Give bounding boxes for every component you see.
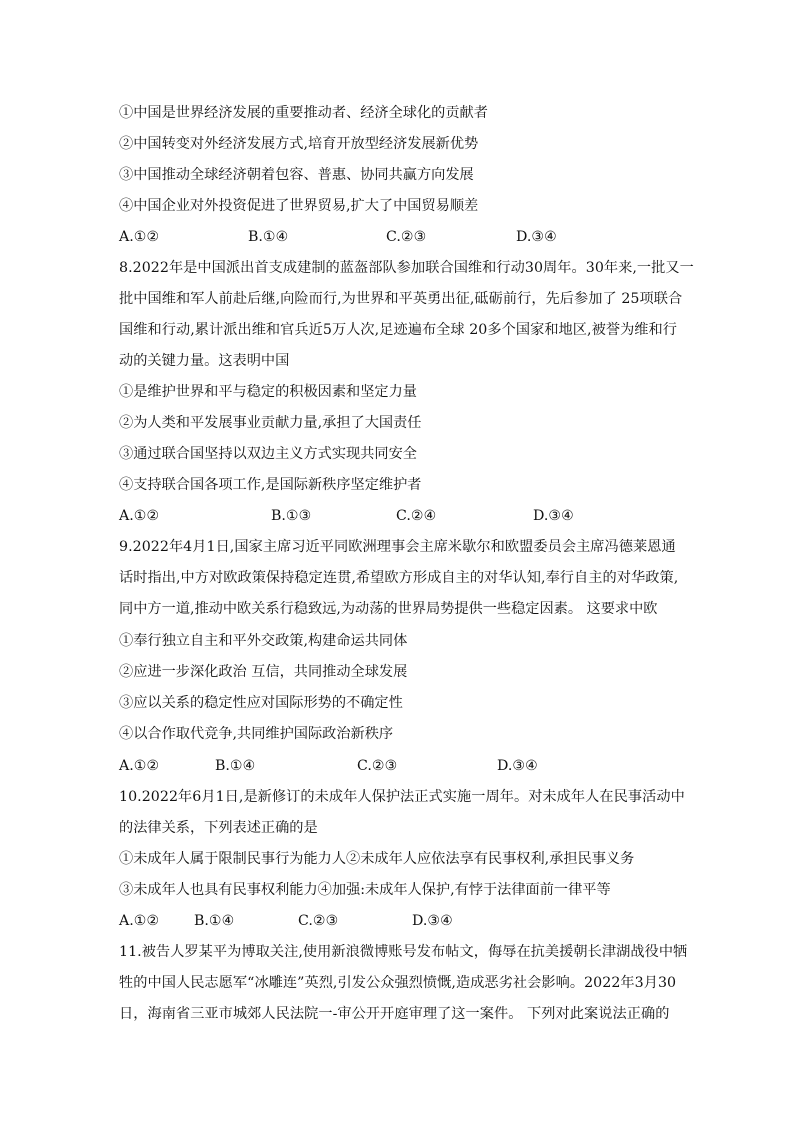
q7-option-c: C.②③ bbox=[386, 229, 427, 245]
q10-item-2: ③未成年人也具有民事权利能力④加强:未成年人保护,有悖于法律面前一律平等 bbox=[119, 882, 611, 898]
q7-item-1: ①中国是世界经济发展的重要推动者、经济全球化的贡献者 bbox=[119, 105, 488, 121]
q9-options bbox=[119, 756, 679, 776]
q9-stem-line-1: 9.2022年4月1日,国家主席习近平同欧洲理事会主席米歇尔和欧盟委员会主席冯德莱恩通 bbox=[119, 539, 676, 555]
q10-stem-line-1: 10.2022年6月1日,是新修订的未成年人保护法正式实施一周年。对未成年人在民事活动中 bbox=[119, 789, 685, 805]
q9-item-4: ④以合作取代竞争,共同维护国际政治新秩序 bbox=[119, 726, 394, 742]
q8-stem-line-1: 8.2022年是中国派出首支成建制的蓝盔部队参加联合国维和行动30周年。30年来,一批又一 bbox=[119, 260, 694, 276]
q9-stem-line-2: 话时指出,中方对欧政策保持稳定连贯,希望欧方形成自主的对华认知,奉行自主的对华政策, bbox=[119, 570, 679, 586]
q11-stem-line-2: 牲的中国人民志愿军“冰雕连”英烈,引发公众强烈愤慨,造成恶劣社会影响。2022年3月30 bbox=[119, 975, 677, 991]
q8-item-1: ①是维护世界和平与稳定的积极因素和坚定力量 bbox=[119, 384, 417, 400]
q8-options bbox=[119, 506, 679, 526]
q7-option-b: B.①④ bbox=[248, 229, 289, 245]
q9-option-c: C.②③ bbox=[357, 758, 398, 774]
q10-stem-line-2: 的法律关系，下列表述正确的是 bbox=[119, 820, 318, 836]
q8-item-4: ④支持联合国各项工作,是国际新秩序坚定维护者 bbox=[119, 477, 422, 493]
q7-options bbox=[119, 227, 679, 247]
q9-item-3: ③应以关系的稳定性应对国际形势的不确定性 bbox=[119, 695, 403, 711]
q7-item-2: ②中国转变对外经济发展方式,培育开放型经济发展新优势 bbox=[119, 136, 479, 152]
q8-option-a: A.①② bbox=[119, 508, 160, 524]
q11-stem-line-1: 11.被告人罗某平为博取关注,使用新浪微博账号发布帖文，侮辱在抗美援朝长津湖战役中牺 bbox=[119, 944, 688, 960]
q8-option-c: C.②④ bbox=[396, 508, 437, 524]
q9-option-b: B.①④ bbox=[215, 758, 256, 774]
q10-option-b: B.①④ bbox=[194, 913, 235, 929]
q8-stem-line-3: 国维和行动,累计派出维和官兵近5万人次,足迹遍布全球 20多个国家和地区,被誉为维和行 bbox=[119, 322, 678, 338]
q8-item-2: ②为人类和平发展事业贡献力量,承担了大国责任 bbox=[119, 415, 422, 431]
q7-option-a: A.①② bbox=[119, 229, 160, 245]
q10-option-a: A.①② bbox=[119, 913, 160, 929]
q8-stem-line-2: 批中国维和军人前赴后继,向险而行,为世界和平英勇出征,砥砺前行，先后参加了 25项联合 bbox=[119, 291, 683, 307]
q9-item-2: ②应进一步深化政治 互信，共同推动全球发展 bbox=[119, 664, 408, 680]
q8-item-3: ③通过联合国坚持以双边主义方式实现共同安全 bbox=[119, 446, 417, 462]
q8-stem-line-4: 动的关键力量。这表明中国 bbox=[119, 353, 290, 369]
q10-item-1: ①未成年人属于限制民事行为能力人②未成年人应依法享有民事权利,承担民事义务 bbox=[119, 851, 635, 867]
q9-option-d: D.③④ bbox=[497, 758, 538, 774]
q7-item-4: ④中国企业对外投资促进了世界贸易,扩大了中国贸易顺差 bbox=[119, 198, 479, 214]
q9-stem-line-3: 同中方一道,推动中欧关系行稳致远,为动荡的世界局势提供一些稳定因素。 这要求中欧 bbox=[119, 601, 658, 617]
q8-option-b: B.①③ bbox=[271, 508, 312, 524]
q9-option-a: A.①② bbox=[119, 758, 160, 774]
q8-option-d: D.③④ bbox=[533, 508, 574, 524]
q10-options bbox=[119, 911, 679, 931]
q9-item-1: ①奉行独立自主和平外交政策,构建命运共同体 bbox=[119, 633, 408, 649]
q7-option-d: D.③④ bbox=[516, 229, 557, 245]
q7-item-3: ③中国推动全球经济朝着包容、普惠、协同共赢方向发展 bbox=[119, 167, 474, 183]
q10-option-d: D.③④ bbox=[412, 913, 453, 929]
q10-option-c: C.②③ bbox=[298, 913, 339, 929]
q11-stem-line-3: 日，海南省三亚市城郊人民法院一-审公开开庭审理了这一案件。 下列对此案说法正确的 bbox=[119, 1006, 670, 1022]
